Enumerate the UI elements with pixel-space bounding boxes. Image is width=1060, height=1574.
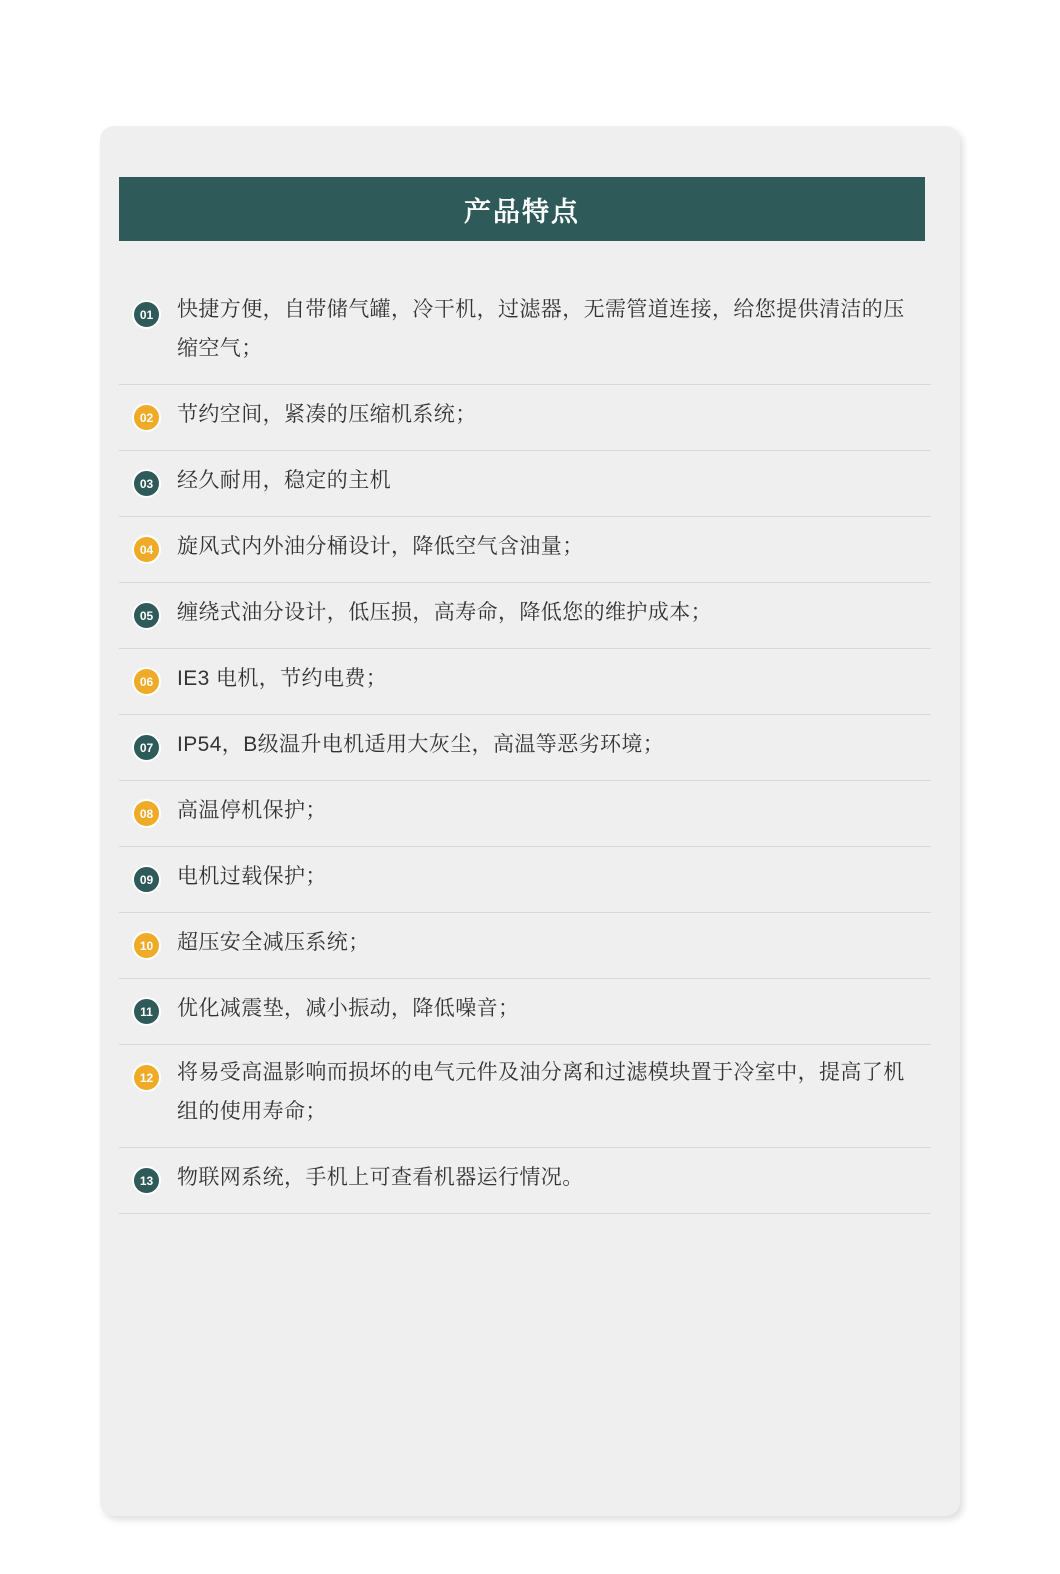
feature-item [119, 979, 931, 1045]
feature-item [119, 1045, 931, 1148]
page-title: 产品特点 [464, 196, 580, 227]
feature-text: 缠绕式油分设计，低压损，高寿命，降低您的维护成本； [177, 601, 712, 624]
feature-number-badge: 05 [132, 601, 161, 630]
feature-item [119, 583, 931, 649]
feature-text: IE3 电机，节约电费； [177, 667, 388, 690]
feature-text: 高温停机保护； [177, 799, 327, 822]
feature-text: 电机过载保护； [177, 865, 327, 888]
feature-text: 经久耐用，稳定的主机 [177, 469, 391, 492]
feature-item [119, 272, 931, 385]
feature-text: 超压安全减压系统； [177, 931, 370, 954]
feature-item [119, 847, 931, 913]
feature-text: 快捷方便，自带储气罐，冷干机，过滤器，无需管道连接，给您提供清洁的压缩空气； [177, 298, 905, 360]
feature-text: 将易受高温影响而损坏的电气元件及油分离和过滤模块置于冷室中，提高了机组的使用寿命； [177, 1061, 905, 1123]
feature-number-badge: 04 [132, 535, 161, 564]
feature-number-badge: 03 [132, 469, 161, 498]
feature-item [119, 781, 931, 847]
feature-number-badge: 13 [132, 1166, 161, 1195]
feature-number-badge: 12 [132, 1063, 161, 1092]
feature-text: IP54，B级温升电机适用大灰尘，高温等恶劣环境； [177, 733, 665, 756]
feature-item [119, 1148, 931, 1214]
feature-number-badge: 09 [132, 865, 161, 894]
feature-list [119, 272, 931, 1214]
feature-number-badge: 02 [132, 403, 161, 432]
feature-number-badge: 06 [132, 667, 161, 696]
feature-number-badge: 01 [132, 300, 161, 329]
feature-item [119, 385, 931, 451]
feature-number-badge: 07 [132, 733, 161, 762]
feature-text: 旋风式内外油分桶设计，降低空气含油量； [177, 535, 584, 558]
feature-number-badge: 11 [132, 997, 161, 1026]
product-features-card [100, 126, 960, 1516]
feature-item [119, 913, 931, 979]
feature-item [119, 715, 931, 781]
feature-item [119, 451, 931, 517]
feature-number-badge: 10 [132, 931, 161, 960]
feature-text: 物联网系统，手机上可查看机器运行情况。 [177, 1166, 584, 1189]
feature-number-badge: 08 [132, 799, 161, 828]
feature-text: 节约空间，紧凑的压缩机系统； [177, 403, 477, 426]
feature-item [119, 649, 931, 715]
card-header [119, 177, 925, 241]
feature-text: 优化减震垫，减小振动，降低噪音； [177, 997, 520, 1020]
feature-item [119, 517, 931, 583]
